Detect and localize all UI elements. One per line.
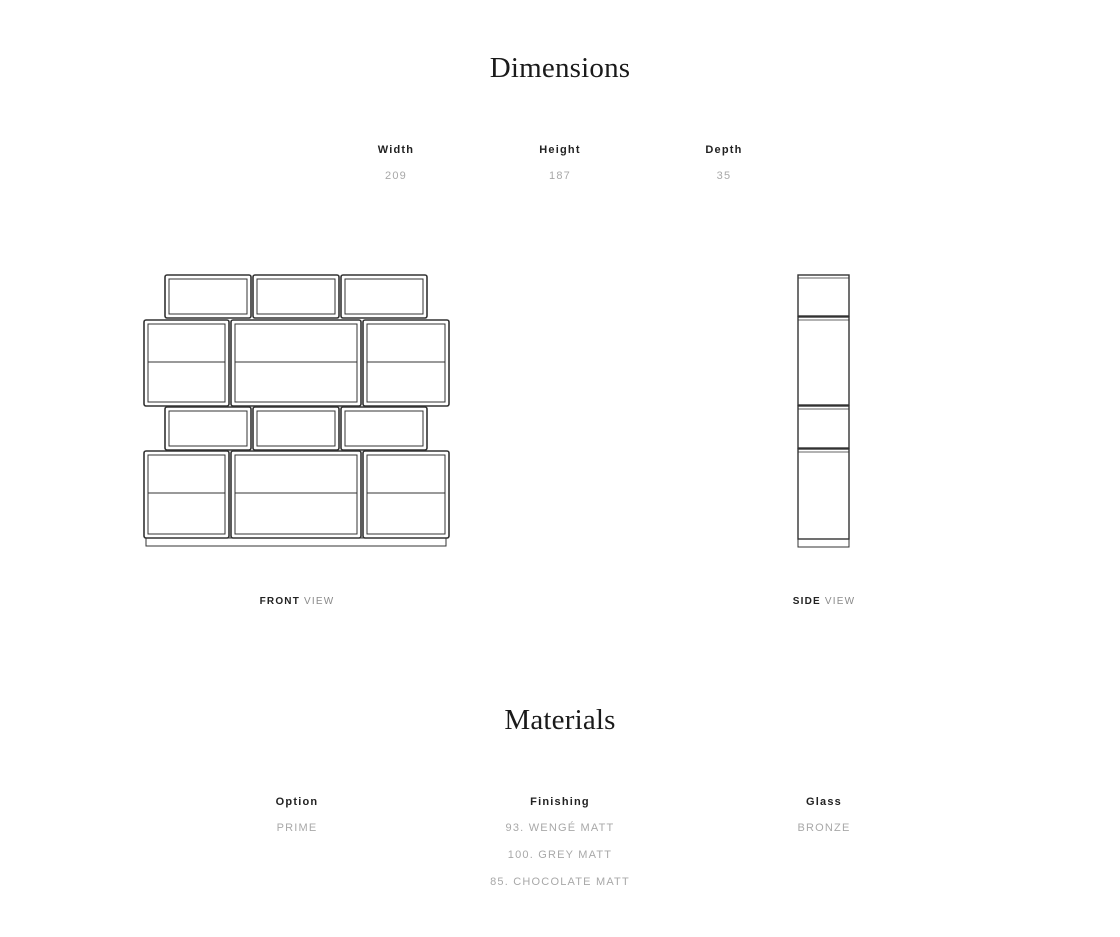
dimensions-title: Dimensions bbox=[489, 52, 631, 84]
side-view-caption bbox=[724, 595, 924, 609]
front-row-4 bbox=[144, 451, 449, 538]
material-finishing bbox=[460, 795, 660, 889]
side-view-caption-strong: SIDE bbox=[792, 596, 821, 607]
material-option-label: Option bbox=[275, 796, 319, 808]
material-glass bbox=[724, 795, 924, 835]
front-view-caption-strong: FRONT bbox=[259, 596, 301, 607]
material-finishing-value: 93. WENGÉ MATT bbox=[505, 822, 615, 834]
dimension-height-label: Height bbox=[539, 144, 581, 156]
front-row-2 bbox=[144, 320, 449, 406]
material-finishing-value: 100. GREY MATT bbox=[507, 849, 613, 861]
side-view-drawing bbox=[795, 272, 853, 552]
material-glass-value: BRONZE bbox=[797, 822, 851, 834]
front-row-1 bbox=[165, 275, 427, 318]
material-glass-label: Glass bbox=[806, 796, 842, 808]
side-view-caption-light: VIEW bbox=[824, 596, 856, 607]
dimension-depth-value: 35 bbox=[716, 170, 732, 182]
material-finishing-label: Finishing bbox=[530, 796, 590, 808]
material-option bbox=[197, 795, 397, 835]
dimension-depth-label: Depth bbox=[705, 144, 743, 156]
front-base bbox=[146, 538, 446, 546]
dimension-width-label: Width bbox=[377, 144, 415, 156]
front-view-caption bbox=[197, 595, 397, 609]
dimension-height-value: 187 bbox=[549, 170, 571, 182]
front-row-3 bbox=[165, 407, 427, 450]
material-option-value: PRIME bbox=[276, 822, 318, 834]
front-view-caption-light: VIEW bbox=[304, 596, 335, 607]
dimension-depth bbox=[624, 143, 824, 183]
front-view-drawing bbox=[140, 270, 455, 555]
dimension-width-value: 209 bbox=[385, 170, 407, 182]
material-finishing-value: 85. CHOCOLATE MATT bbox=[490, 876, 630, 888]
materials-title: Materials bbox=[504, 704, 616, 736]
